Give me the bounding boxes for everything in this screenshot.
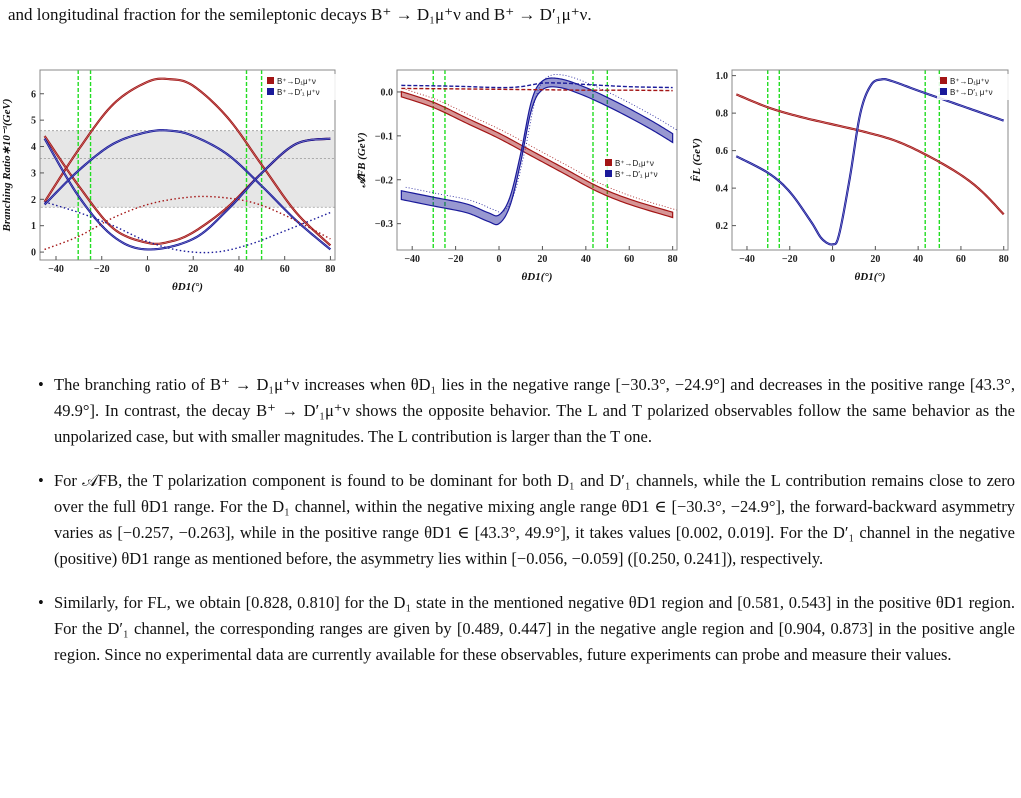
x-tick-label: 80: [325, 264, 336, 275]
y-tick-label: 0.0: [380, 87, 393, 99]
x-tick-label: 60: [279, 264, 290, 275]
y-tick-label: 2: [31, 194, 36, 206]
y-tick-label: 5: [31, 115, 36, 127]
x-tick-label: −20: [447, 254, 464, 265]
x-tick-label: 40: [233, 264, 244, 275]
series-band-dotted-1: [406, 75, 677, 213]
afb-chart: [345, 60, 685, 300]
legend-label: B⁺→D′₁ μ⁺ν: [615, 170, 658, 179]
y-tick-label: 4: [31, 142, 36, 154]
y-axis-label: 𝒜̂FB (GeV): [356, 132, 368, 188]
x-axis-label: θD1(°): [172, 281, 203, 293]
x-tick-label: −40: [404, 254, 421, 265]
x-axis-label: θD1(°): [521, 271, 553, 283]
x-tick-label: 20: [870, 254, 881, 265]
y-tick-label: 0.6: [715, 146, 728, 158]
y-tick-label: 0.2: [715, 221, 728, 233]
legend-swatch: [267, 88, 274, 95]
x-tick-label: −20: [781, 254, 798, 265]
series-line-highlight-1: [736, 79, 1003, 244]
bullet-fl: • Similarly, for FL, we obtain [0.828, 0.810] for the D₁ state in the mentioned negative θD1 region and [0.581, 0.543] in the positive θD1 region. For the D′₁ channel, the corresponding ranges are given by [0.489, 0.447] in the negative angle region and [0.904, 0.873] in the positive angle region. Since no experimental data are currently available for these observables, future experiments can probe and measure their values.: [40, 590, 1015, 668]
bullet-afb: • For 𝒜FB, the T polarization component is found to be dominant for both D₁ and D′₁ channels, while the L contribution remains close to zero over the full θD1 range. For the D₁ channel, within the negative mixing angle range θD1 ∈ [−30.3°, −24.9°], the forward-backward asymmetry varies as [−0.257, −0.263], while in the positive range θD1 ∈ [43.3°, 49.9°], it takes values [0.002, 0.019]. For the D′₁ channel in the negative (positive) θD1 range as mentioned before, the asymmetry lies within [−0.056, −0.059] ([0.250, 0.241]), respectively.: [40, 468, 1015, 572]
y-axis-label: F̂L (GeV): [691, 138, 703, 182]
y-tick-label: 0.8: [715, 108, 728, 120]
x-tick-label: −40: [48, 264, 64, 275]
y-tick-label: −0.3: [374, 219, 393, 231]
x-tick-label: 40: [913, 254, 924, 265]
y-tick-label: −0.2: [374, 175, 393, 187]
bullet-branching-ratio: • The branching ratio of B⁺ → D₁μ⁺ν increases when θD₁ lies in the negative range [−30.3°, −24.9°] and decreases in the positive range [43.3°, 49.9°]. In contrast, the decay B⁺ → D′₁μ⁺ν shows the opposite behavior. The L and T polarized observables follow the same behavior as the unpolarized case, but with smaller magnitudes. The L contribution is larger than the T one.: [40, 372, 1015, 450]
series-line-0: [736, 94, 1003, 214]
legend-label: B⁺→D₁μ⁺ν: [615, 159, 654, 168]
x-tick-label: 60: [955, 254, 966, 265]
legend-swatch: [605, 170, 612, 177]
legend-swatch: [267, 77, 274, 84]
x-tick-label: 20: [537, 254, 548, 265]
observations-list: [40, 372, 1015, 686]
fl-plot: [690, 60, 1015, 300]
legend-label: B⁺→D₁μ⁺ν: [277, 77, 316, 86]
y-tick-label: −0.1: [374, 131, 393, 143]
series-line-highlight-0: [736, 94, 1003, 214]
x-tick-label: 80: [667, 254, 678, 265]
x-tick-label: 0: [496, 254, 502, 265]
x-tick-label: 20: [188, 264, 199, 275]
x-axis-label: θD1(°): [854, 271, 886, 283]
series-line-1: [736, 79, 1003, 244]
branching-ratio-chart: [0, 60, 340, 300]
legend: [602, 156, 674, 182]
x-tick-label: 40: [580, 254, 591, 265]
y-tick-label: 6: [31, 89, 36, 101]
x-tick-label: 80: [998, 254, 1009, 265]
x-tick-label: 0: [144, 264, 150, 275]
y-tick-label: 1.0: [715, 71, 728, 83]
y-tick-label: 0: [31, 247, 36, 259]
legend-swatch: [940, 88, 947, 95]
afb-plot: [345, 60, 685, 300]
y-tick-label: 3: [31, 168, 36, 180]
legend-label: B⁺→D′₁ μ⁺ν: [950, 88, 993, 97]
y-tick-label: 0.4: [715, 183, 728, 195]
legend-swatch: [605, 159, 612, 166]
x-tick-label: −20: [93, 264, 110, 275]
y-tick-label: 1: [31, 221, 36, 233]
legend: [937, 74, 1009, 100]
x-tick-label: −40: [739, 254, 755, 265]
legend-label: B⁺→D′₁ μ⁺ν: [277, 88, 320, 97]
legend: [264, 74, 336, 100]
legend-label: B⁺→D₁μ⁺ν: [950, 77, 989, 86]
y-axis-label: Branching Ratio∗10⁻³(GeV): [1, 98, 13, 232]
intro-sentence: and longitudinal fraction for the semileptonic decays B⁺ → D₁μ⁺ν and B⁺ → D′₁μ⁺ν.: [8, 5, 592, 24]
fl-chart: [690, 60, 1015, 300]
x-tick-label: 0: [830, 254, 836, 265]
branching-ratio-plot: [0, 60, 340, 300]
x-tick-label: 60: [624, 254, 635, 265]
legend-swatch: [940, 77, 947, 84]
